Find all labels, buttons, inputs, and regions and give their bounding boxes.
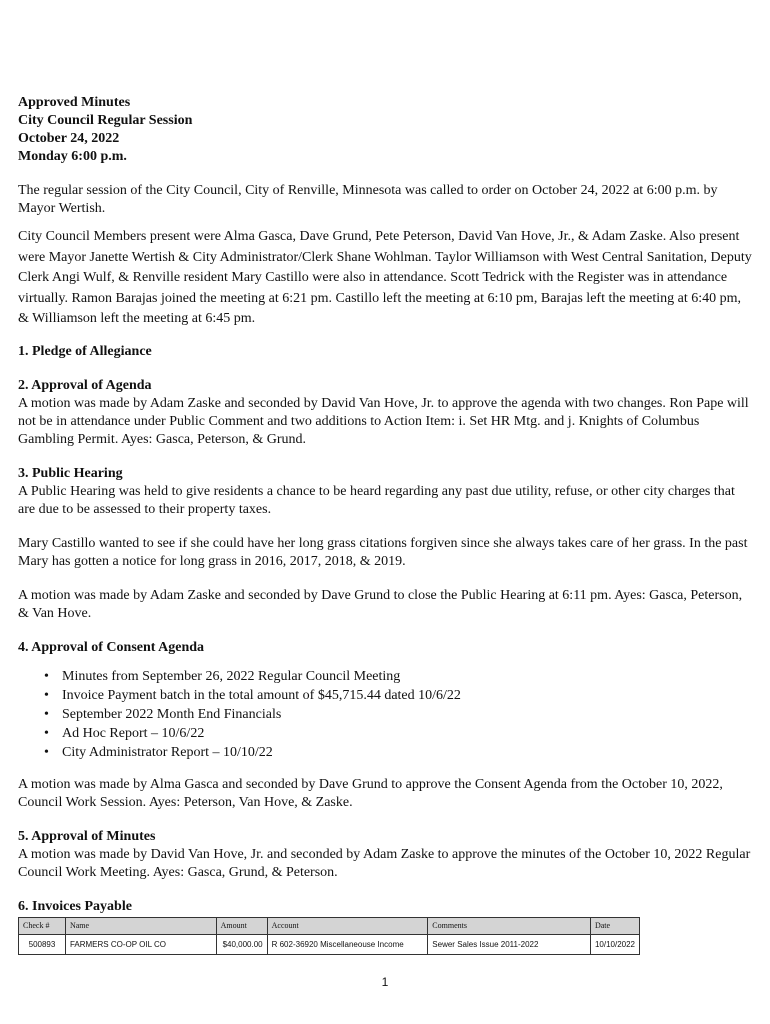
column-header-name: Name [65,917,216,934]
invoices-table [18,917,640,955]
table-row [19,934,640,954]
section-3-paragraph-3: A motion was made by Adam Zaske and seconded by Dave Grund to close the Public Hearing at 6:11 pm. Ayes: Gasca, Peterson, & Van Hove. [18,587,743,621]
list-item: • Minutes from September 26, 2022 Regular Council Meeting [44,667,754,686]
section-4-title: 4. Approval of Consent Agenda [18,639,205,655]
intro-paragraph: The regular session of the City Council, City of Renville, Minnesota was called to order on October 24, 2022 at 6:00 p.m. by Mayor Wertish. [18,183,718,216]
column-header-date: Date [590,917,639,934]
list-item: • Ad Hoc Report – 10/6/22 [44,724,754,743]
section-2-title: 2. Approval of Agenda [18,377,152,393]
column-header-check: Check # [19,917,66,934]
section-3-title: 3. Public Hearing [18,465,123,481]
list-item: • City Administrator Report – 10/10/22 [44,743,754,762]
header-session: City Council Regular Session [18,113,193,128]
list-item: • September 2022 Month End Financials [44,705,754,724]
section-5-title: 5. Approval of Minutes [18,828,156,844]
table-header-row [19,917,640,934]
header-title: Approved Minutes [18,95,131,110]
cell-date: 10/10/2022 [590,934,639,954]
page-number: 1 [381,975,389,989]
column-header-account: Account [267,917,428,934]
header-time: Monday 6:00 p.m. [18,149,127,164]
header-date: October 24, 2022 [18,131,120,146]
section-2-body: A motion was made by Adam Zaske and seconded by David Van Hove, Jr. to approve the agenda with two changes. Ron Pape will not be in attendance under Public Comment and two additions to Action Item: i. Set HR Mtg. and j. Knights of Columbus Gambling Permit. Ayes: Gasca, Peterson, & Grund. [18,395,749,447]
cell-amount: $40,000.00 [216,934,267,954]
attendance-paragraph: City Council Members present were Alma Gasca, Dave Grund, Pete Peterson, David Van Hove, Jr., & Adam Zaske. Also present were Mayor Janette Wertish & City Administrator/Clerk Shane Wohlman. Taylor Williamson with West Central Sanitation, Deputy Clerk Angi Wulf, & Renville resident Mary Castillo were also in attendance. Scott Tedrick with the Register was in attendance virtually. Ramon Barajas joined the meeting at 6:21 pm. Castillo left the meeting at 6:10 pm, Barajas left the meeting at 6:40 pm, & Williamson left the meeting at 6:45 pm. [18,229,752,326]
section-3-paragraph-1: A Public Hearing was held to give residents a chance to be heard regarding any past due utility, refuse, or other city charges that are due to be assessed to their property taxes. [18,483,735,517]
column-header-amount: Amount [216,917,267,934]
list-item: • Invoice Payment batch in the total amount of $45,715.44 dated 10/6/22 [44,686,754,705]
section-6-title: 6. Invoices Payable [18,898,132,914]
column-header-comments: Comments [428,917,591,934]
cell-name: FARMERS CO-OP OIL CO [65,934,216,954]
minutes-document [18,94,754,955]
consent-agenda-list [18,667,754,762]
section-4-body: A motion was made by Alma Gasca and seconded by Dave Grund to approve the Consent Agenda from the October 10, 2022, Council Work Session. Ayes: Peterson, Van Hove, & Zaske. [18,776,723,810]
section-3-paragraph-2: Mary Castillo wanted to see if she could have her long grass citations forgiven since she always takes care of her grass. In the past Mary has gotten a notice for long grass in 2016, 2017, 2018, & 2019. [18,535,748,569]
section-5-body: A motion was made by David Van Hove, Jr. and seconded by Adam Zaske to approve the minutes of the October 10, 2022 Regular Council Work Meeting. Ayes: Gasca, Grund, & Peterson. [18,846,751,880]
cell-account: R 602-36920 Miscellaneouse Income [267,934,428,954]
section-1-title: 1. Pledge of Allegiance [18,343,152,359]
cell-check: 500893 [19,934,66,954]
document-header [18,94,754,166]
cell-comments: Sewer Sales Issue 2011-2022 [428,934,591,954]
